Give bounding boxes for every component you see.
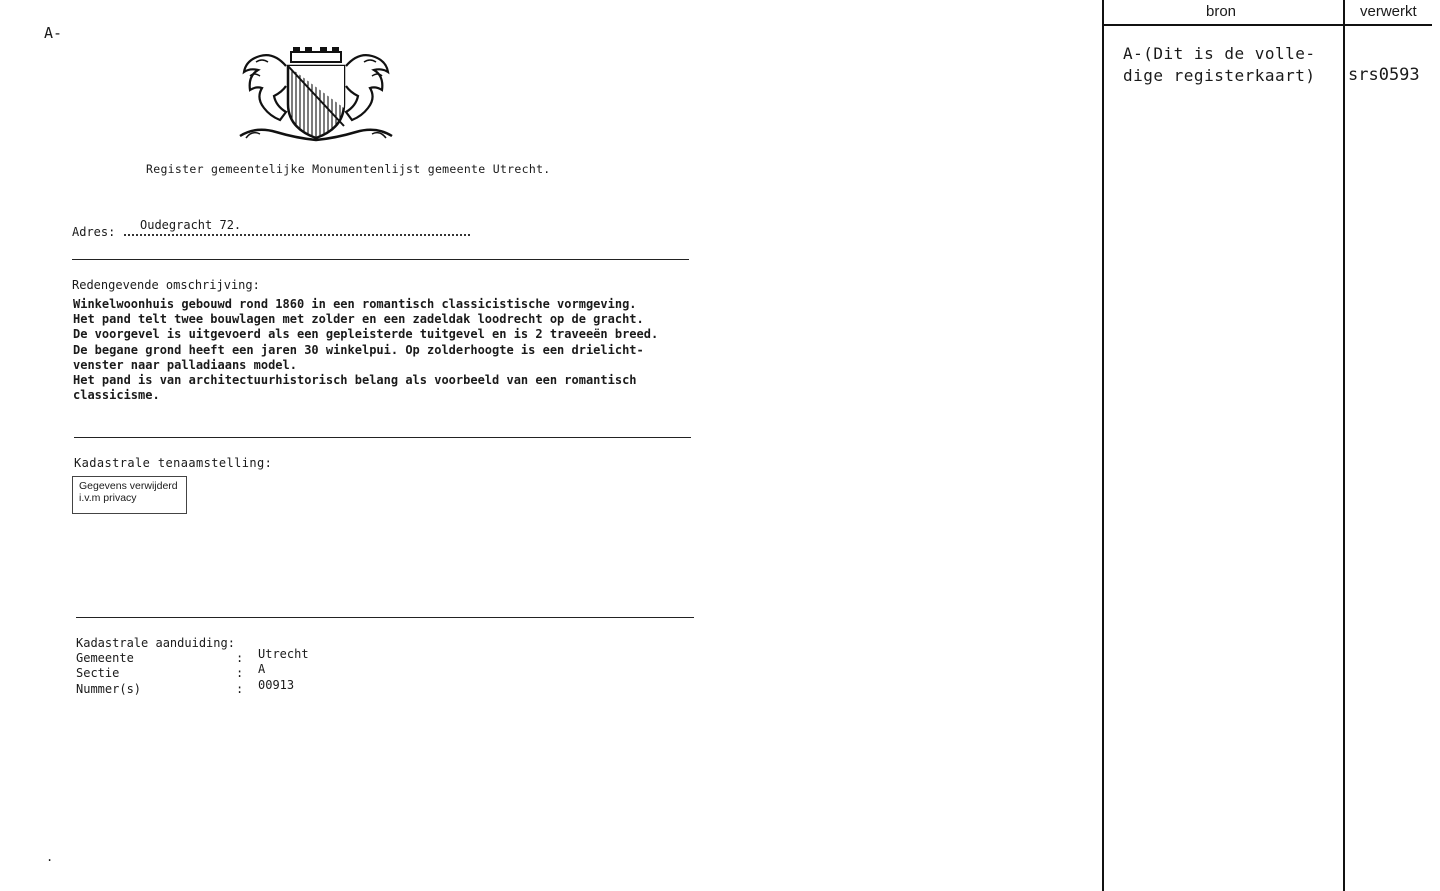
description-label: Redengevende omschrijving: — [72, 278, 260, 292]
kadaster-row: Gemeente : Utrecht — [76, 647, 309, 666]
ledger-border-left — [1102, 0, 1104, 891]
ledger-header-verwerkt: verwerkt — [1360, 3, 1417, 20]
description-line: De voorgevel is uitgevoerd als een gepleisterde tuitgevel en is 2 traveeën breed. — [73, 327, 659, 342]
privacy-notice-line: i.v.m privacy — [79, 492, 137, 504]
kadastrale-aanduiding — [76, 636, 309, 697]
description-line: De begane grond heeft een jaren 30 winkelpui. Op zolderhoogte is een drielicht- — [73, 342, 644, 357]
kadaster-row: Sectie : A — [76, 662, 266, 681]
kadaster-row: Nummer(s) : 00913 — [76, 677, 295, 696]
divider — [74, 437, 691, 438]
divider — [72, 259, 689, 260]
privacy-notice-box — [72, 476, 187, 514]
description-text — [73, 297, 713, 403]
ledger-header-bron: bron — [1206, 3, 1237, 20]
ledger-header-rule — [1102, 24, 1432, 26]
address-label: Adres: — [72, 225, 116, 239]
kadastrale-aanduiding-label: Kadastrale aanduiding: — [76, 636, 235, 650]
corner-mark: A- — [44, 24, 63, 42]
description-line: Het pand is van architectuurhistorisch belang als voorbeeld van een romantisch — [73, 373, 637, 388]
description-line: Winkelwoonhuis gebouwd rond 1860 in een romantisch classicistische vormgeving. — [73, 297, 637, 311]
ledger-bron-line: dige registerkaart) — [1123, 66, 1316, 85]
kadastrale-tenaamstelling-label: Kadastrale tenaamstelling: — [74, 456, 273, 470]
bottom-mark: . — [46, 850, 54, 864]
privacy-notice-line: Gegevens verwijderd — [79, 480, 178, 492]
ledger-verwerkt-entry: srs0593 — [1348, 65, 1420, 85]
ledger-bron-line: A-(Dit is de volle- — [1123, 44, 1316, 63]
description-line: Het pand telt twee bouwlagen met zolder en een zadeldak loodrecht op de gracht. — [73, 312, 644, 327]
ledger-column-divider — [1343, 0, 1345, 891]
utrecht-coat-of-arms-icon — [236, 46, 396, 142]
ledger-bron-entry — [1123, 43, 1316, 87]
description-line: classicisme. — [73, 388, 160, 403]
page-title: Register gemeentelijke Monumentenlijst gemeente Utrecht. — [146, 162, 551, 176]
description-line: venster naar palladiaans model. — [73, 357, 297, 372]
divider — [76, 617, 694, 618]
address-value: Oudegracht 72. — [140, 218, 242, 232]
